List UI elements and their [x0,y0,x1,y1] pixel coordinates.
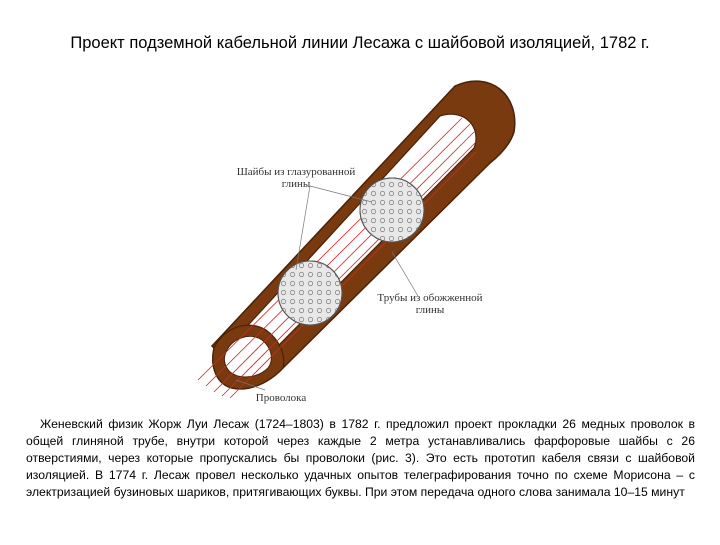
description-text: Женевский физик Жорж Луи Лесаж (1724–1803) в 1782 г. предложил проект прокладки 26 медных проволок в общей глиняной трубе, внутри которой через каждые 2 метра устанавливались фарфоровые шайбы с 26 отверстиями, через которые пропускались бы проволоки (рис. 3). Это есть прототип кабеля связи с шайбовой изоляцией. В 1774 г. Лесаж провел несколько удачных опытов телеграфирования точно по схеме Морисона – с электризацией бузиновых шариков, притягивающих буквы. При этом передача одного слова занимала 10–15 минут [26,417,695,499]
label-pipe [370,292,490,316]
label-washers-line1: Шайбы из глазурованной [236,166,356,178]
label-washers-line2: глины [281,178,311,190]
label-wire: Проволока [255,392,307,404]
clay-pipe [212,81,515,389]
label-washers [230,166,362,190]
label-pipe-line2: глины [415,304,445,316]
slide-title: Проект подземной кабельной линии Лесажа с шайбовой изоляцией, 1782 г. [70,34,650,52]
label-pipe-line1: Трубы из обожженной [377,292,483,304]
